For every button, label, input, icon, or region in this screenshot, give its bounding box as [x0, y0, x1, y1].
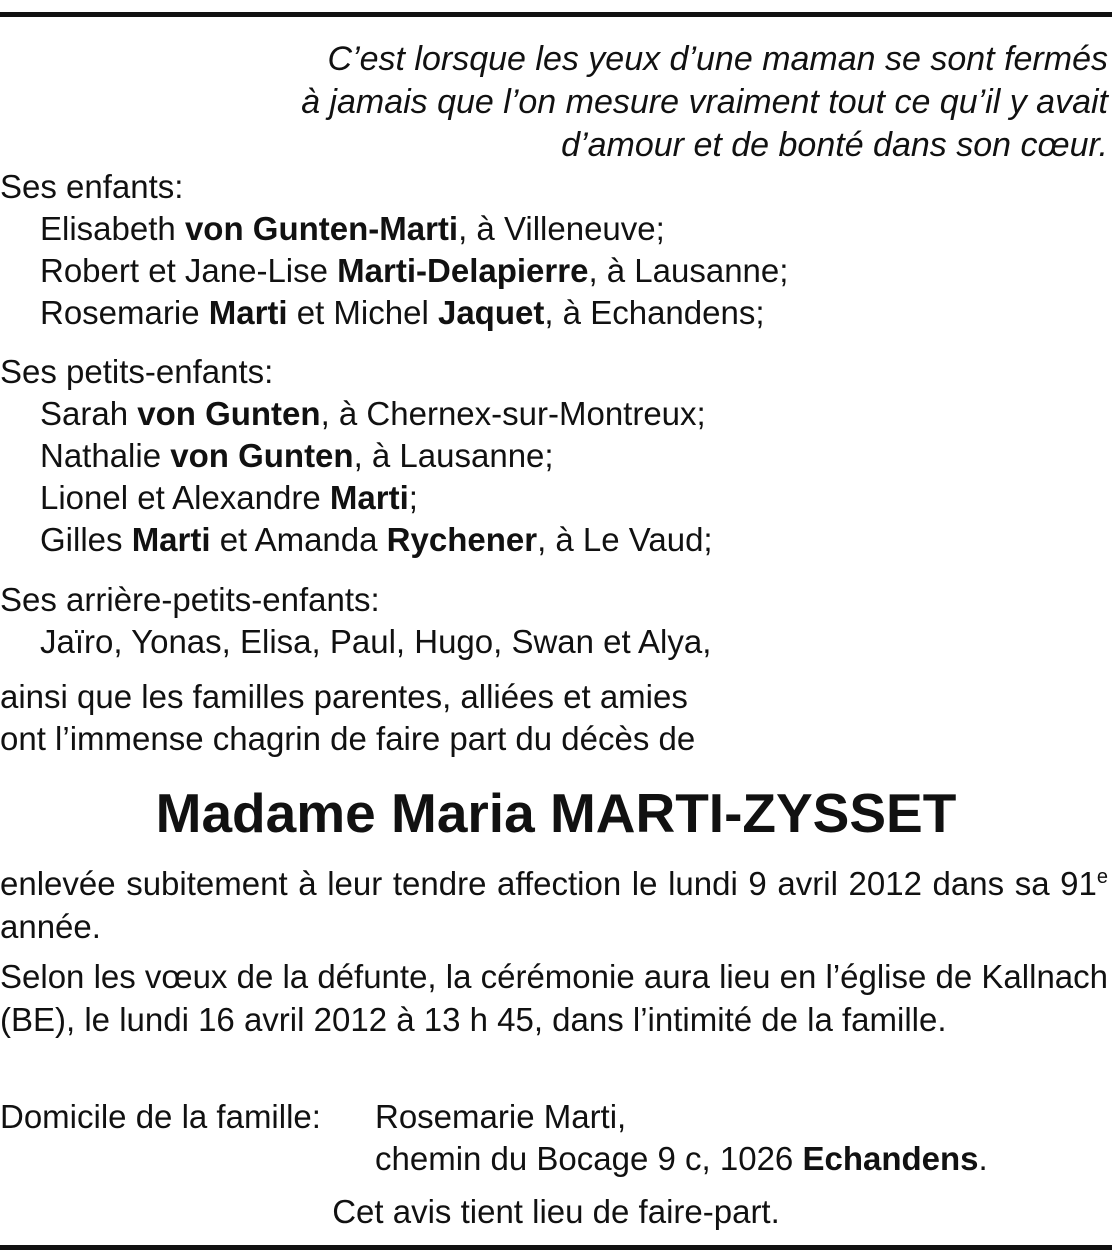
families-line: ont l’immense chagrin de faire part du décès de — [0, 720, 696, 757]
great-grandchildren-heading: Ses arrière-petits-enfants: — [0, 581, 380, 618]
great-grandchildren-names: Jaïro, Yonas, Elisa, Paul, Hugo, Swan et Alya, — [40, 623, 712, 660]
quote-line: à jamais que l’on mesure vraiment tout ce qu’il y avait — [301, 83, 1108, 121]
grandchild-entry: Nathalie von Gunten, à Lausanne; — [40, 437, 554, 474]
bottom-rule — [0, 1245, 1112, 1250]
domicile-name: Rosemarie Marti, — [375, 1098, 627, 1135]
grandchild-entry: Gilles Marti et Amanda Rychener, à Le Vaud; — [40, 521, 713, 558]
child-entry: Elisabeth von Gunten-Marti, à Villeneuve; — [40, 210, 665, 247]
quote-line: C’est lorsque les yeux d’une maman se sont fermés — [327, 40, 1108, 78]
grandchildren-heading: Ses petits-enfants: — [0, 353, 274, 390]
closing-note: Cet avis tient lieu de faire-part. — [332, 1193, 780, 1230]
epigraph-quote — [0, 38, 1108, 167]
children-heading: Ses enfants: — [0, 168, 184, 205]
ceremony-notice: Selon les vœux de la défunte, la cérémonie aura lieu en l’église de Kallnach (BE), le lundi 16 avril 2012 à 13 h 45, dans l’intimité de la famille. — [0, 958, 1108, 1038]
grandchild-entry: Lionel et Alexandre Marti; — [40, 479, 418, 516]
top-rule — [0, 12, 1112, 17]
quote-line: d’amour et de bonté dans son cœur. — [561, 126, 1108, 164]
death-notice: enlevée subitement à leur tendre affection le lundi 9 avril 2012 dans sa 91e année. — [0, 865, 1108, 945]
grandchild-entry: Sarah von Gunten, à Chernex-sur-Montreux; — [40, 395, 706, 432]
domicile-label: Domicile de la famille: — [0, 1098, 321, 1135]
deceased-name: Madame Maria MARTI-ZYSSET — [155, 782, 957, 844]
child-entry: Rosemarie Marti et Michel Jaquet, à Echandens; — [40, 294, 765, 331]
families-line: ainsi que les familles parentes, alliées et amies — [0, 678, 688, 715]
child-entry: Robert et Jane-Lise Marti-Delapierre, à Lausanne; — [40, 252, 789, 289]
domicile-address: chemin du Bocage 9 c, 1026 Echandens. — [375, 1140, 988, 1177]
